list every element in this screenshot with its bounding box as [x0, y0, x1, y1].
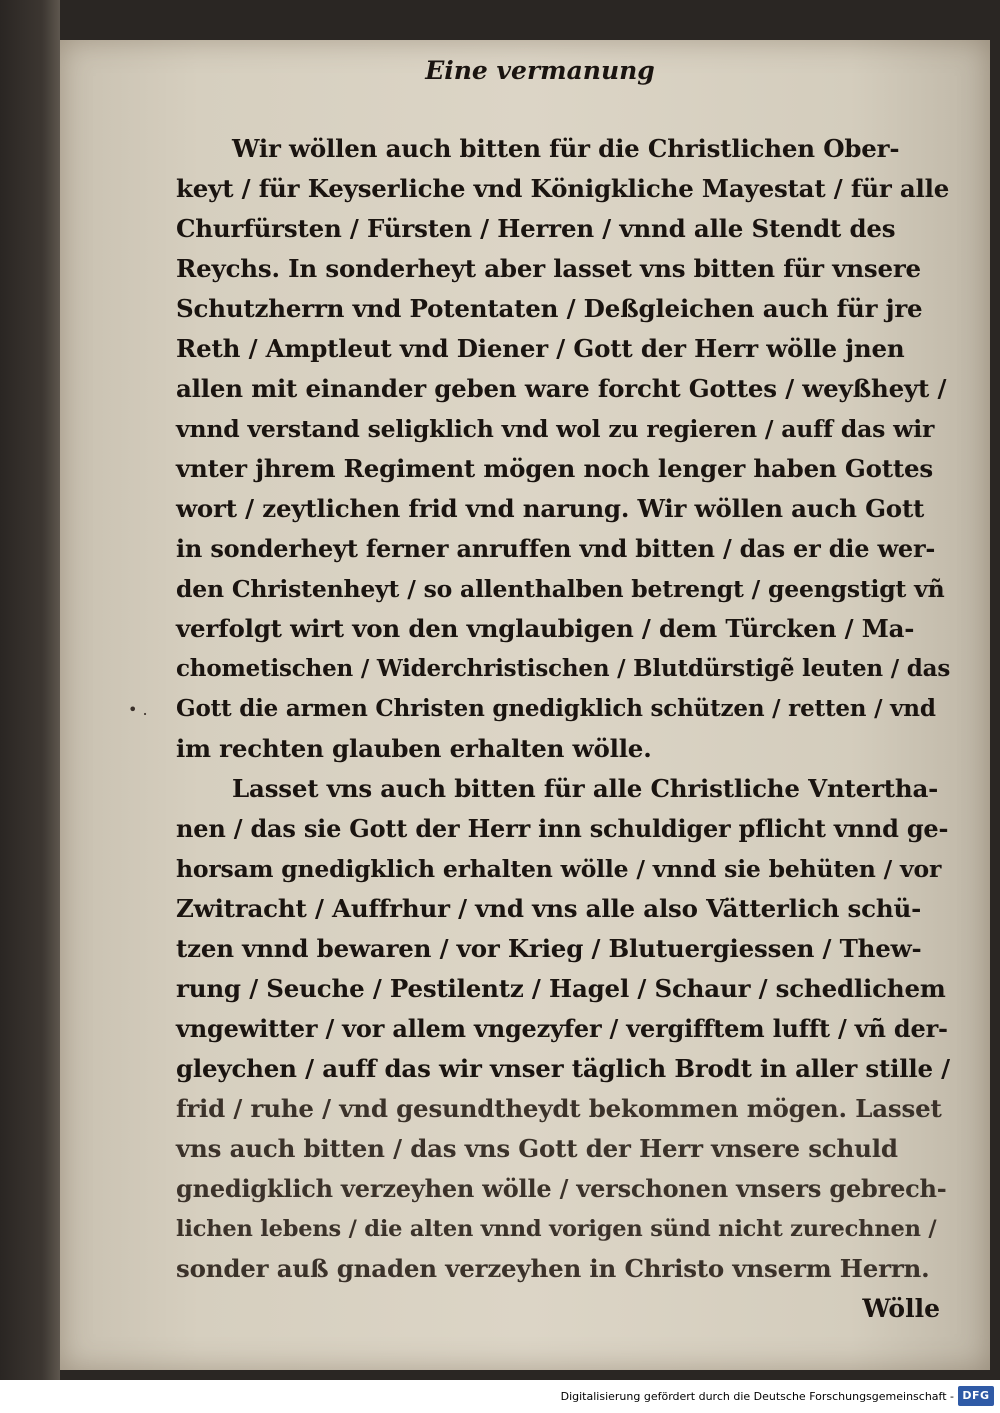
- text-line: Schutzherrn vnd Potentaten / Deßgleichen auch für jre: [176, 294, 923, 323]
- text-line: nen / das sie Gott der Herr inn schuldiger pflicht vnnd ge-: [176, 814, 949, 843]
- dfg-logo[interactable]: DFG: [958, 1386, 994, 1406]
- text-line: vnnd verstand seligklich vnd wol zu regieren / auff das wir: [176, 415, 935, 443]
- text-line: keyt / für Keyserliche vnd Königkliche Mayestat / für alle: [176, 174, 950, 203]
- margin-mark: • .: [128, 700, 148, 719]
- text-line: rung / Seuche / Pestilentz / Hagel / Schaur / schedlichem: [176, 974, 946, 1003]
- funding-notice: Digitalisierung gefördert durch die Deutsche Forschungsgemeinschaft -: [560, 1390, 954, 1403]
- text-line: vnter jhrem Regiment mögen noch lenger haben Gottes: [176, 454, 934, 483]
- text-line: Gott die armen Christen gnedigklich schützen / retten / vnd: [176, 695, 936, 722]
- text-line: Reychs. In sonderheyt aber lasset vns bitten für vnsere: [176, 254, 921, 283]
- text-line: Lasset vns auch bitten für alle Christliche Vntertha-: [232, 774, 939, 803]
- text-line: lichen lebens / die alten vnnd vorigen sünd nicht zurechnen /: [176, 1216, 937, 1242]
- running-head: Eine vermanung: [425, 56, 655, 85]
- text-line: den Christenheyt / so allenthalben betrengt / geengstigt vñ: [176, 575, 945, 603]
- text-line: chometischen / Widerchristischen / Blutdürstigẽ leuten / das: [176, 655, 951, 682]
- text-line: verfolgt wirt von den vnglaubigen / dem Türcken / Ma-: [176, 614, 915, 643]
- text-line: im rechten glauben erhalten wölle.: [176, 734, 652, 763]
- text-line: frid / ruhe / vnd gesundtheydt bekommen mögen. Lasset: [176, 1094, 942, 1123]
- text-line: in sonderheyt ferner anruffen vnd bitten / das er die wer-: [176, 534, 936, 563]
- text-line: gleychen / auff das wir vnser täglich Brodt in aller stille /: [176, 1054, 950, 1083]
- text-line: wort / zeytlichen frid vnd narung. Wir wöllen auch Gott: [176, 494, 925, 523]
- footer-bar: [0, 1380, 1000, 1413]
- text-line: vngewitter / vor allem vngezyfer / vergifftem lufft / vñ der-: [176, 1014, 948, 1043]
- text-line: gnedigklich verzeyhen wölle / verschonen vnsers gebrech-: [176, 1174, 947, 1203]
- text-line: tzen vnnd bewaren / vor Krieg / Blutuergiessen / Thew-: [176, 934, 922, 963]
- book-gutter: [0, 0, 60, 1380]
- text-line: Reth / Amptleut vnd Diener / Gott der Herr wölle jnen: [176, 334, 905, 363]
- text-line: allen mit einander geben ware forcht Gottes / weyßheyt /: [176, 374, 947, 403]
- text-line: Wir wöllen auch bitten für die Christlichen Ober-: [232, 134, 900, 163]
- text-line: horsam gnedigklich erhalten wölle / vnnd sie behüten / vor: [176, 855, 942, 883]
- text-line: Churfürsten / Fürsten / Herren / vnnd alle Stendt des: [176, 214, 896, 243]
- text-line: sonder auß gnaden verzeyhen in Christo vnserm Herrn.: [176, 1254, 930, 1283]
- catchword: Wölle: [862, 1294, 940, 1323]
- text-line: Zwitracht / Auffrhur / vnd vns alle also Vätterlich schü-: [176, 894, 922, 923]
- text-line: vns auch bitten / das vns Gott der Herr vnsere schuld: [176, 1134, 898, 1163]
